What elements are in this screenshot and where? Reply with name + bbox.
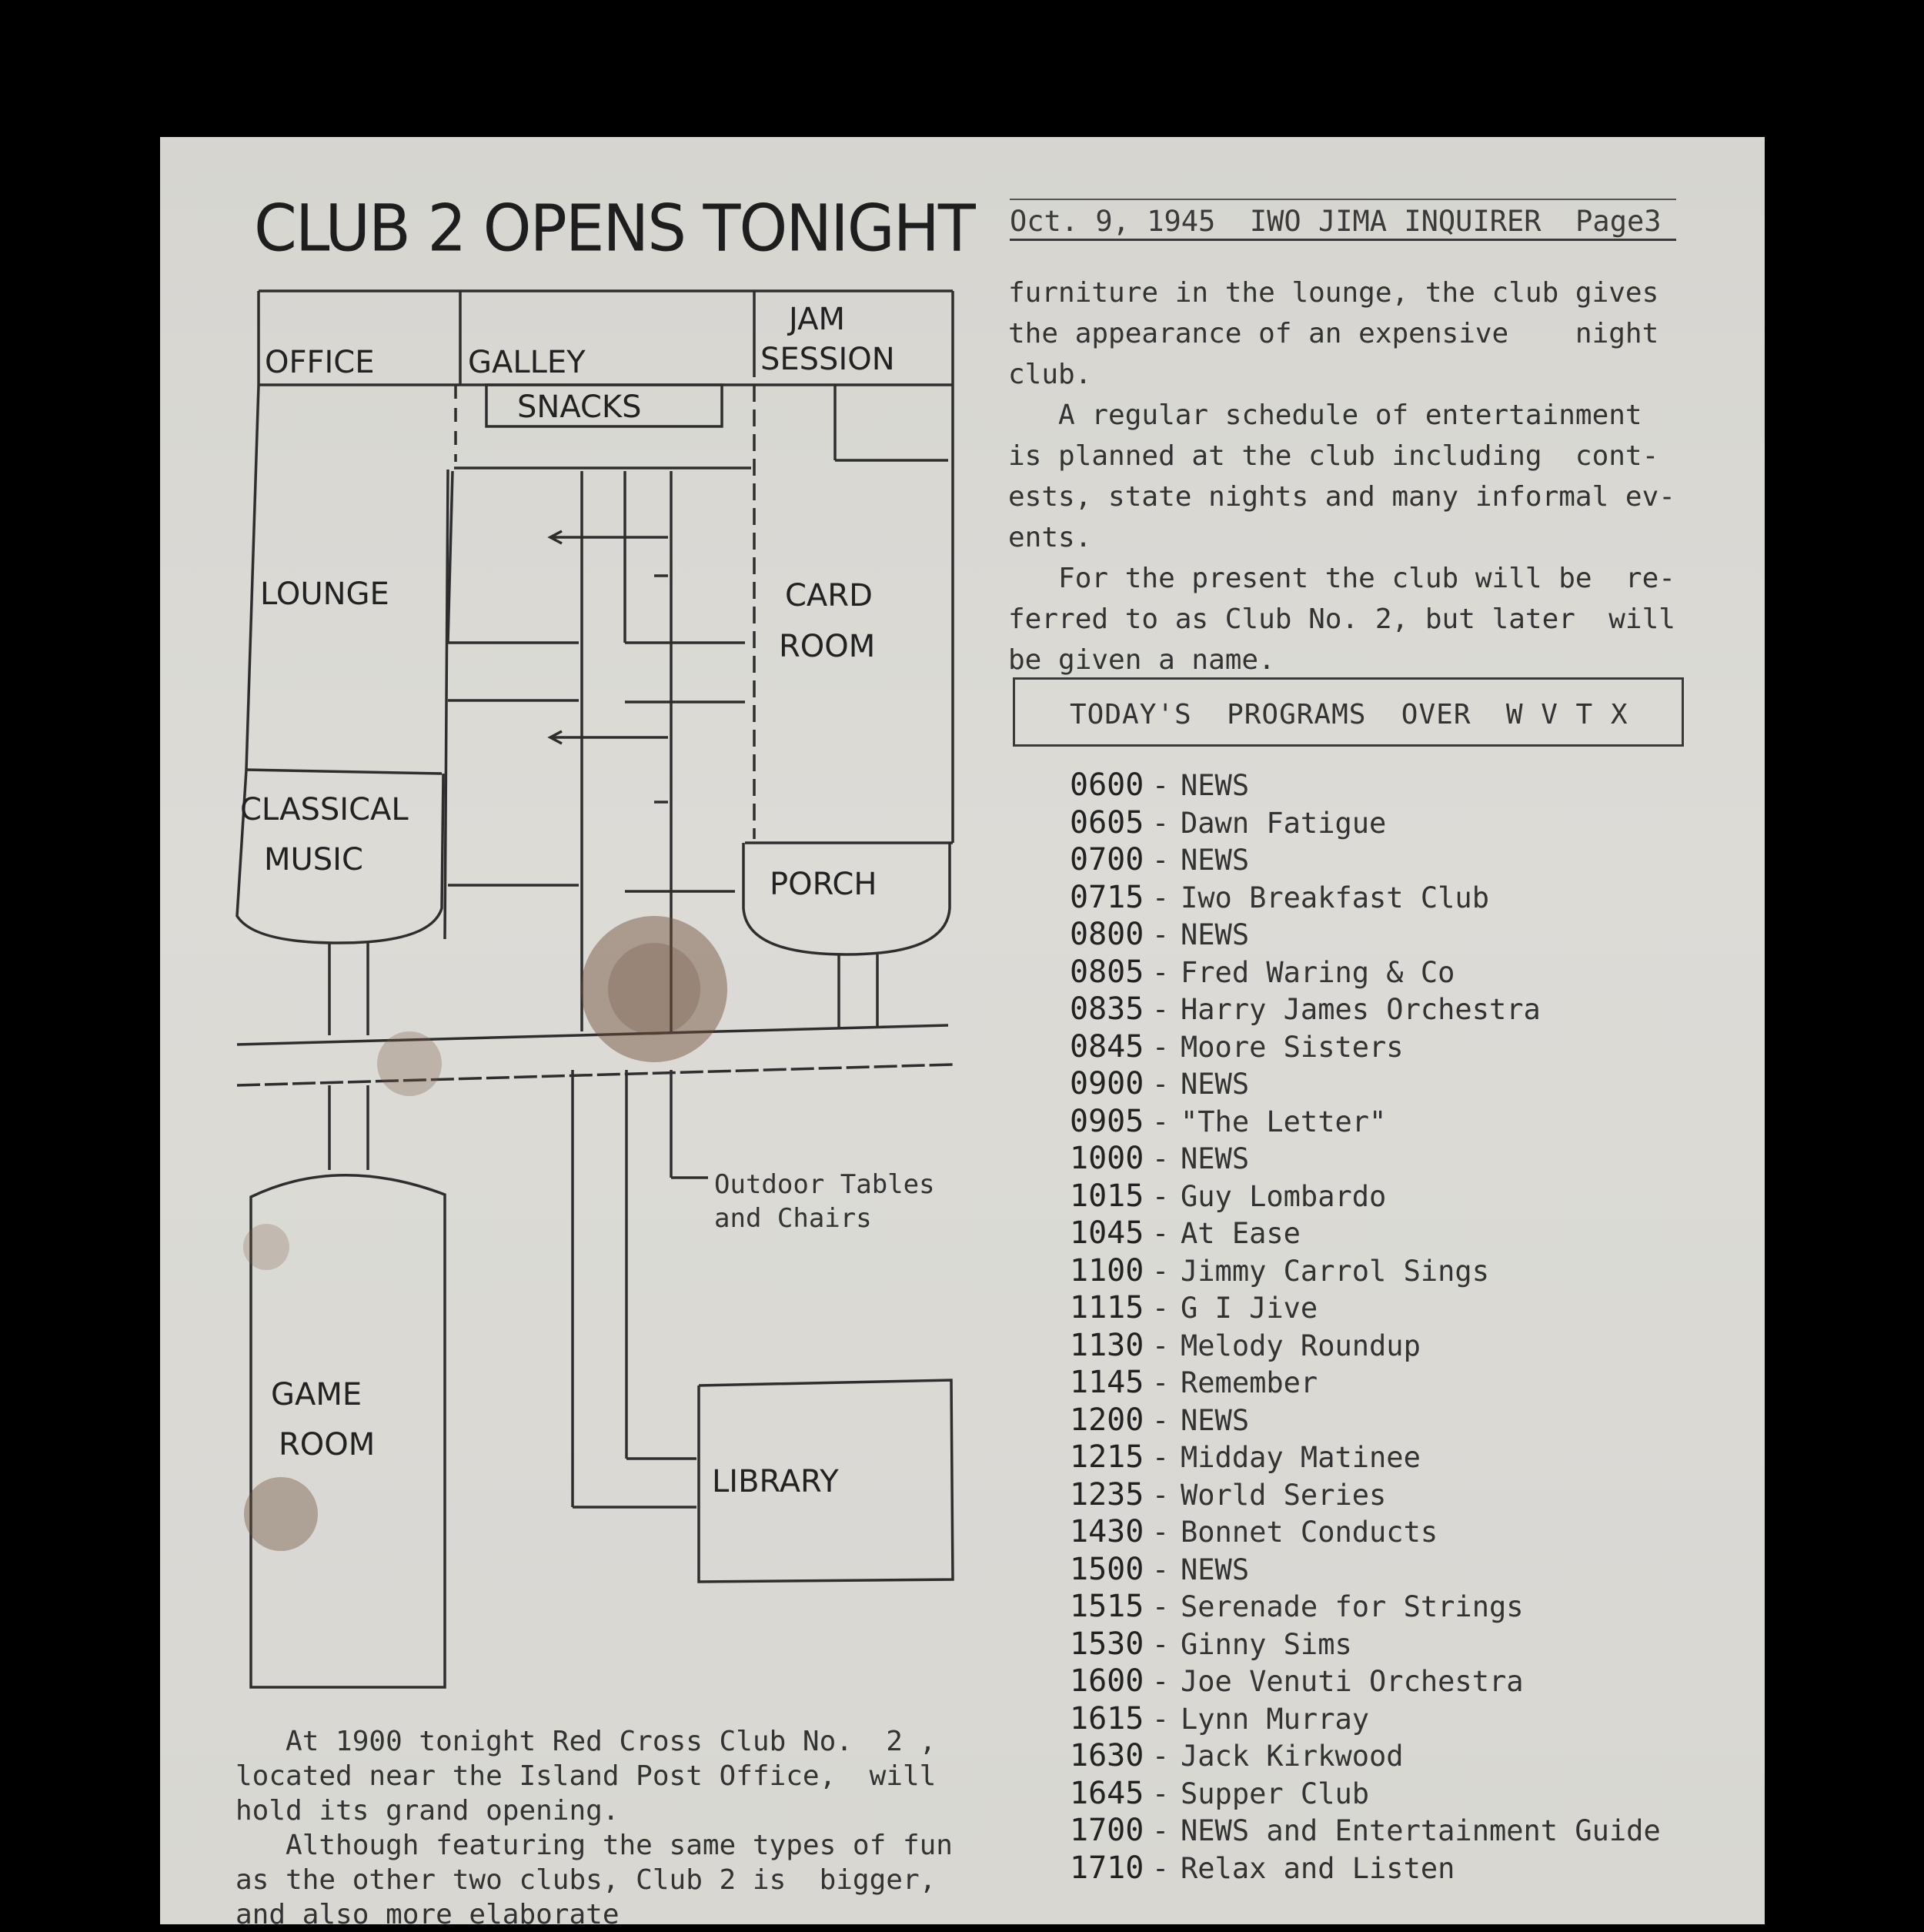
program-row [1070,1103,1701,1141]
card-label: CARD [785,578,873,613]
snacks-label: SNACKS [517,389,642,425]
program-time: 0905 [1070,1103,1144,1139]
program-title: "The Letter" [1181,1105,1387,1138]
program-dash: - [1151,1030,1170,1064]
text-line: ferred to as Club No. 2, but later will [1008,603,1675,635]
program-time: 0715 [1070,879,1144,915]
program-time: 1145 [1070,1365,1144,1400]
program-time: 1200 [1070,1402,1144,1438]
program-dash: - [1151,1777,1170,1810]
program-row [1070,916,1701,954]
program-title: World Series [1181,1478,1387,1512]
program-time: 1630 [1070,1738,1144,1773]
program-time: 0800 [1070,917,1144,952]
program-time: 0805 [1070,954,1144,990]
program-title: Bonnet Conducts [1181,1516,1438,1549]
program-row [1070,1439,1701,1476]
outdoor-label-2: and Chairs [714,1203,872,1234]
program-dash: - [1151,993,1170,1026]
program-dash: - [1151,1590,1170,1623]
program-dash: - [1151,1254,1170,1288]
program-dash: - [1151,1478,1170,1512]
opening-story [235,1724,951,1932]
program-dash: - [1151,1292,1170,1325]
program-time: 1235 [1070,1476,1144,1513]
program-title: Melody Roundup [1181,1329,1421,1362]
program-row [1070,1252,1701,1290]
program-dash: - [1151,1403,1170,1437]
program-row [1070,1140,1701,1178]
program-row [1070,1551,1701,1589]
program-dash: - [1151,1142,1170,1175]
program-row [1070,1065,1701,1103]
program-time: 1000 [1070,1141,1144,1176]
program-time: 1015 [1070,1178,1144,1214]
program-row [1070,767,1701,804]
program-title: Jack Kirkwood [1181,1740,1404,1773]
program-time: 0845 [1070,1028,1144,1065]
program-dash: - [1151,1702,1170,1736]
program-dash: - [1151,806,1170,840]
text-line: is planned at the club including cont- [1008,440,1659,472]
program-time: 0900 [1070,1066,1144,1101]
program-time: 1600 [1070,1663,1144,1699]
program-title: NEWS [1181,918,1250,951]
program-title: NEWS [1181,769,1250,802]
headline: CLUB 2 OPENS TONIGHT [254,190,974,266]
program-dash: - [1151,1665,1170,1698]
text-line: club. [1008,359,1092,390]
program-title: Harry James Orchestra [1181,993,1541,1026]
program-dash: - [1151,1179,1170,1213]
program-row [1070,1812,1701,1850]
program-title: NEWS [1181,1068,1250,1101]
program-row [1070,1028,1701,1066]
masthead-paper: IWO JIMA INQUIRER [1249,205,1542,238]
program-time: 1045 [1070,1215,1144,1251]
program-row [1070,1850,1701,1887]
text-line: located near the Island Post Office, will [235,1760,937,1792]
program-row [1070,1775,1701,1813]
program-title: G I Jive [1181,1292,1318,1325]
program-dash: - [1151,1516,1170,1549]
program-title: Fred Waring & Co [1181,955,1455,989]
text-line: furniture in the lounge, the club gives [1008,277,1659,309]
text-line: Although featuring the same types of fun [235,1830,953,1861]
program-time: 1710 [1070,1850,1144,1886]
program-time: 0700 [1070,842,1144,877]
program-row [1070,841,1701,879]
session-label: SESSION [760,342,895,377]
program-time: 1615 [1070,1700,1144,1736]
program-title: Serenade for Strings [1181,1590,1524,1623]
program-time: 1530 [1070,1626,1144,1662]
program-title: At Ease [1181,1217,1301,1250]
program-dash: - [1151,1068,1170,1101]
program-title: Moore Sisters [1181,1030,1404,1064]
program-row [1070,1663,1701,1700]
program-time: 1515 [1070,1589,1144,1624]
program-row [1070,991,1701,1028]
program-title: NEWS and Entertainment Guide [1181,1814,1661,1847]
program-time: 1100 [1070,1252,1144,1289]
program-dash: - [1151,1627,1170,1661]
text-line: At 1900 tonight Red Cross Club No. 2 , [235,1726,937,1757]
programs-title: TODAY'S PROGRAMS OVER W V T X [1070,699,1628,730]
text-line: ents. [1008,522,1092,553]
program-time: 0600 [1070,767,1144,803]
program-schedule [1070,767,1701,1887]
text-line: and also more elaborate [235,1899,620,1930]
program-row [1070,879,1701,917]
program-row [1070,1700,1701,1738]
program-time: 0605 [1070,804,1144,841]
text-line: For the present the club will be re- [1008,563,1675,594]
program-time: 1215 [1070,1439,1144,1475]
text-line: hold its grand opening. [235,1795,620,1827]
program-title: NEWS [1181,1403,1250,1437]
program-time: 1500 [1070,1551,1144,1587]
game-label: GAME [271,1377,362,1412]
program-row [1070,1737,1701,1775]
program-dash: - [1151,769,1170,802]
program-dash: - [1151,1105,1170,1138]
program-title: NEWS [1181,1142,1250,1175]
program-time: 1645 [1070,1775,1144,1811]
office-label: OFFICE [265,345,375,380]
jam-label: JAM [789,302,845,337]
text-line: ests, state nights and many informal ev- [1008,481,1675,513]
program-time: 0835 [1070,991,1144,1027]
masthead-date: Oct. 9, 1945 [1010,205,1216,238]
program-row [1070,1178,1701,1215]
galley-label: GALLEY [468,345,586,380]
program-time: 1130 [1070,1327,1144,1363]
program-row [1070,1327,1701,1365]
program-title: Midday Matinee [1181,1441,1421,1474]
program-title: NEWS [1181,844,1250,877]
program-row [1070,1588,1701,1626]
program-dash: - [1151,1740,1170,1773]
program-dash: - [1151,1814,1170,1847]
card-room-label: ROOM [779,629,876,664]
library-label: LIBRARY [712,1464,839,1499]
text-line: as the other two clubs, Club 2 is bigger, [235,1864,937,1896]
program-row [1070,1476,1701,1514]
text-line: the appearance of an expensive night [1008,318,1659,349]
text-line: A regular schedule of entertainment [1008,399,1642,431]
program-dash: - [1151,1329,1170,1362]
program-title: Guy Lombardo [1181,1179,1387,1213]
porch-label: PORCH [770,867,877,902]
program-dash: - [1151,1217,1170,1250]
program-time: 1430 [1070,1514,1144,1549]
program-row [1070,1402,1701,1439]
program-row [1070,954,1701,991]
program-title: Supper Club [1181,1777,1370,1810]
program-dash: - [1151,1553,1170,1586]
classical-label: CLASSICAL [240,792,409,827]
masthead-page: Page3 [1575,205,1662,238]
program-title: Iwo Breakfast Club [1181,881,1489,914]
program-title: Joe Venuti Orchestra [1181,1665,1524,1698]
game-room-label: ROOM [279,1427,376,1462]
outdoor-label-1: Outdoor Tables [714,1169,935,1200]
program-dash: - [1151,881,1170,914]
program-row [1070,1364,1701,1402]
program-dash: - [1151,1366,1170,1399]
program-title: Jimmy Carrol Sings [1181,1254,1489,1288]
program-title: Remember [1181,1366,1318,1399]
program-title: Relax and Listen [1181,1851,1455,1885]
program-row [1070,1626,1701,1663]
program-dash: - [1151,1441,1170,1474]
program-dash: - [1151,1851,1170,1885]
program-row [1070,1289,1701,1327]
text-line: be given a name. [1008,644,1275,676]
article-continuation [1008,272,1685,680]
program-dash: - [1151,918,1170,951]
program-title: NEWS [1181,1553,1250,1586]
program-title: Lynn Murray [1181,1702,1370,1736]
program-dash: - [1151,955,1170,989]
program-time: 1115 [1070,1290,1144,1325]
program-row [1070,804,1701,842]
program-row [1070,1215,1701,1252]
program-time: 1700 [1070,1813,1144,1848]
music-label: MUSIC [264,842,363,877]
program-row [1070,1513,1701,1551]
program-title: Ginny Sims [1181,1627,1352,1661]
program-dash: - [1151,844,1170,877]
lounge-label: LOUNGE [260,577,389,612]
program-title: Dawn Fatigue [1181,806,1387,840]
